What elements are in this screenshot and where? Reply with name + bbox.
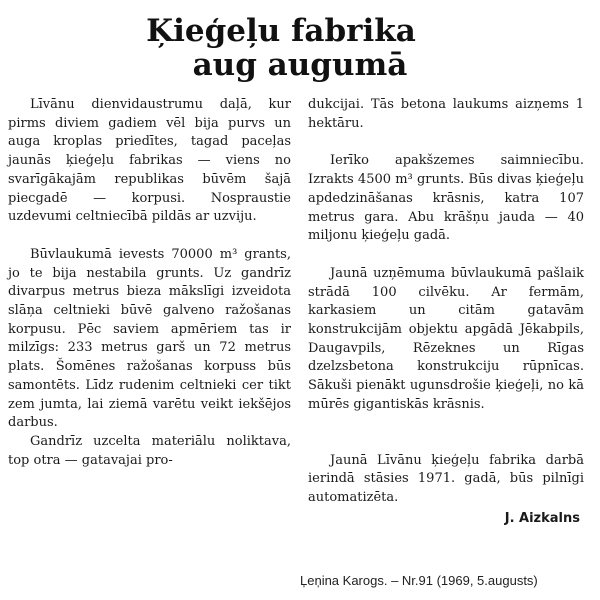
paragraph-conclusion: Jaunā Līvānu ķieģeļu fabrika darbā ierindā stāsies 1971. gadā, būs pilnīgi automatizēta. xyxy=(308,452,584,505)
headline-line-2: aug augumā xyxy=(192,47,408,83)
paragraph-underground: Ierīko apakšzemes saimniecību. Izrakts 4500 m³ grunts. Būs divas ķieģeļu apdedzināšanas krāsnis, katra 107 metrus gara. Abu krāšņu jauda — 40 miljonu ķieģeļu gadā. xyxy=(308,153,584,244)
paragraph-workers: Jaunā uzņēmuma būvlaukumā pašlaik strādā 100 cilvēku. Ar fermām, karkasiem un citām gatavām konstrukcijām objektu apgādā Jēkabpils, Daugavpils, Rēzeknes un Rīgas dzelzsbetona konstrukciju rūpnīcas. Sākuši pienākt ugunsdrošie ķieģeļi, no kā mūrēs gigantiskās krāsnis. xyxy=(308,265,584,412)
paragraph-continuation: dukcijai. Tās betona laukums aizņems 1 hektāru. xyxy=(308,97,584,131)
headline-line-1: Ķieģeļu fabrika xyxy=(146,13,416,49)
paragraph-warehouse: Gandrīz uzcelta materiālu noliktava, top otra — gatavajai pro- xyxy=(8,433,291,468)
author-signature: J. Aizkalns xyxy=(504,510,580,526)
paragraph-construction: Būvlaukumā ievests 70000 m³ grants, jo te bija nestabila grunts. Uz gandrīz divarpus metrus bieza mākslīgi izveidota slāņa celtnieki būvē galveno ražošanas korpusu. Pēc saviem apmēriem tas ir milzīgs: 233 metrus garš un 72 metrus plats. Šomēnes ražošanas korpuss būs samontēts. Līdz rudenim celtnieki cer tikt zem jumta, lai ziemā varētu veikt iekšējos darbus. xyxy=(8,246,291,431)
article-left-column xyxy=(8,96,291,470)
paragraph-intro: Līvānu dienvidaustrumu daļā, kur pirms diviem gadiem vēl bija purvs un auga kroplas priedītes, tagad paceļas jaunās ķieģeļu fabrikas — viens no svarīgākajām republikas būvēm šajā piecgadē — korpusi. Nospraustie uzdevumi celtniecībā pildās ar uzviju. xyxy=(8,97,291,225)
article-right-column xyxy=(308,96,584,528)
source-caption: Ļeņina Karogs. – Nr.91 (1969, 5.augusts) xyxy=(300,573,538,588)
article-headline xyxy=(0,14,600,82)
